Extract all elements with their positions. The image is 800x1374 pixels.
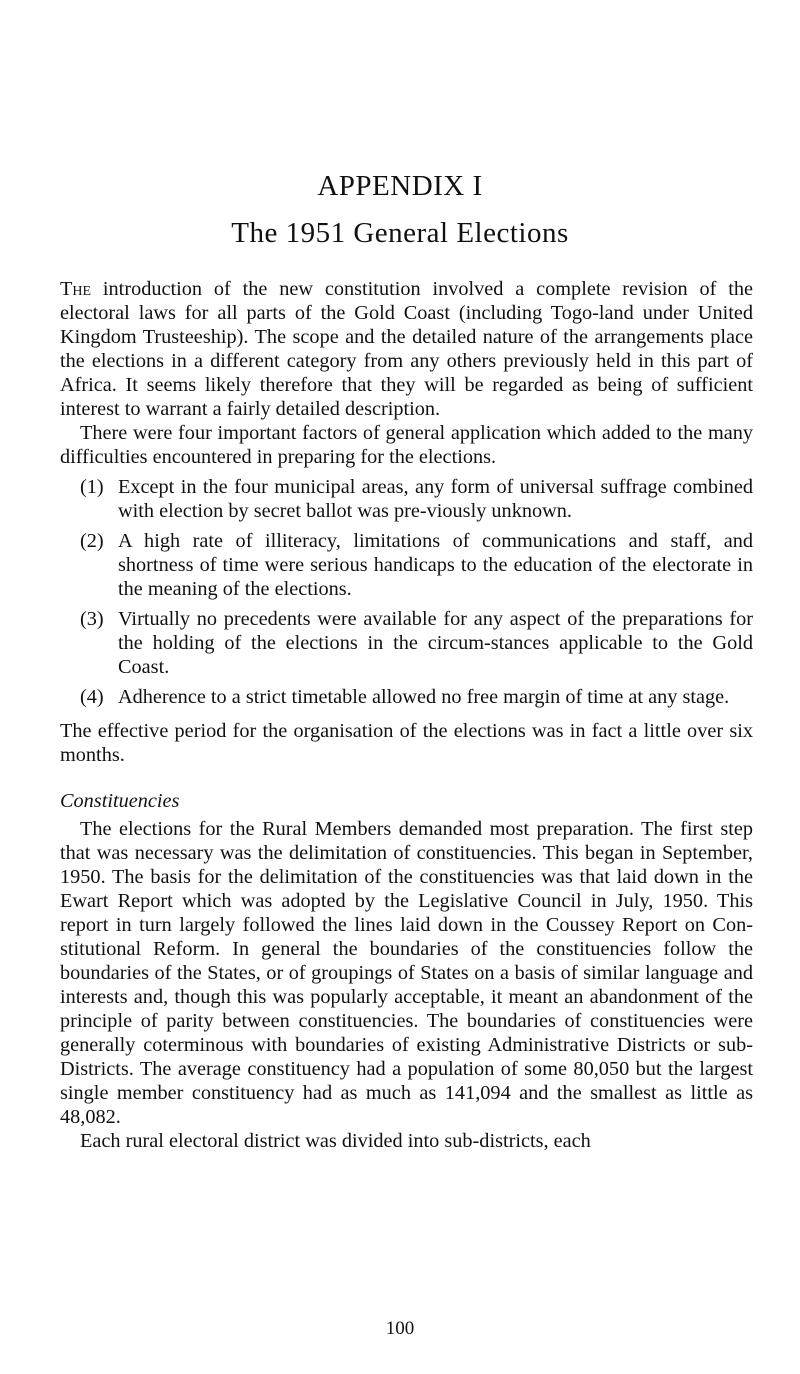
body-text xyxy=(60,277,753,1153)
section-heading-constituencies: Constituencies xyxy=(60,790,180,812)
list-item-text: A high rate of illiteracy, limitations of communications and staff, and shortness of time were serious handicaps to the education of the electorate in the meaning of the elections. xyxy=(118,530,753,600)
list-item xyxy=(60,607,753,679)
factors-intro-paragraph: There were four important factors of general application which added to the many difficulties encountered in preparing for the elections. xyxy=(60,422,753,468)
page-number: 100 xyxy=(385,1318,415,1339)
list-item-text: Except in the four municipal areas, any form of universal suffrage combined with election by secret ballot was pre-viously unknown. xyxy=(118,476,753,522)
appendix-label: APPENDIX I xyxy=(317,170,483,202)
intro-paragraph xyxy=(60,277,753,421)
list-item-number: (4) xyxy=(80,686,104,708)
list-item-number: (1) xyxy=(80,476,104,498)
list-item xyxy=(60,529,753,601)
factors-list xyxy=(60,475,753,709)
constituencies-paragraph: The elections for the Rural Members demanded most preparation. The first step that was necessary was the delimitation of constituencies. This began in September, 1950. The basis for the delimitation of the constituencies was that laid down in the Ewart Report which was adopted by the Legislative Council in July, 1950. This report in turn largely followed the lines laid down in the Coussey Report on Con-stitutional Reform. In general the boundaries of the constituencies follow the boundaries of the States, or of groupings of States on a basis of similar language and interests and, though this was popularly acceptable, it meant an abandonment of the principle of parity between constituencies. The boundaries of constituencies were generally coterminous with boundaries of existing Administrative Districts or sub-Districts. The average constituency had a population of some 80,050 but the largest single member constituency had as much as 141,094 and the smallest as little as 48,082. xyxy=(60,818,753,1128)
list-item xyxy=(60,685,753,709)
list-item-text: Virtually no precedents were available for any aspect of the preparations for the holding of the elections in the circum-stances applicable to the Gold Coast. xyxy=(118,608,753,678)
effective-period-paragraph: The effective period for the organisation of the elections was in fact a little over six months. xyxy=(60,720,753,766)
intro-text: introduction of the new constitution involved a complete revision of the electoral laws for all parts of the Gold Coast (including Togo-land under United Kingdom Trusteeship). The scope and the detailed nature of the arrangements place the elections in a different category from any others previously held in this part of Africa. It seems likely therefore that they will be regarded as being of sufficient interest to warrant a fairly detailed description. xyxy=(60,278,753,420)
list-item-text: Adherence to a strict timetable allowed no free margin of time at any stage. xyxy=(118,686,730,708)
page-title: The 1951 General Elections xyxy=(231,217,569,249)
final-paragraph: Each rural electoral district was divided into sub-districts, each xyxy=(80,1130,591,1152)
list-item-number: (2) xyxy=(80,530,104,552)
intro-first-word: The xyxy=(60,278,92,300)
list-item-number: (3) xyxy=(80,608,104,630)
list-item xyxy=(60,475,753,523)
